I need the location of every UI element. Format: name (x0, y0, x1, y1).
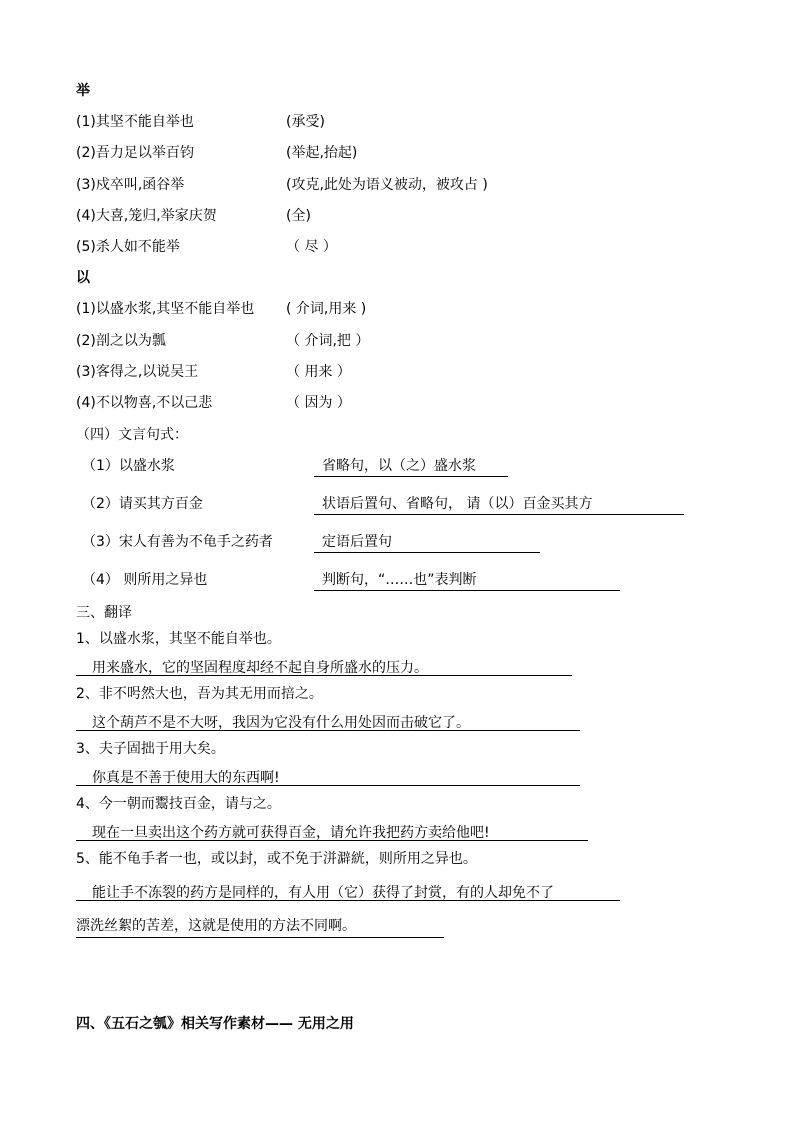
heading-section-four: 四、《五石之瓠》相关写作素材—— 无用之用 (76, 1016, 354, 1032)
translation-question-4: 4、今一朝而鬻技百金，请与之。 (76, 796, 281, 812)
yi-meaning-4: （ 因为 ） (286, 395, 351, 411)
yi-meaning-3: （ 用来 ） (286, 364, 351, 380)
ju-meaning-5: （ 尽 ） (286, 239, 337, 255)
translation-answer-line-5b (76, 917, 444, 938)
pattern-answer-line-1 (314, 456, 508, 477)
yi-example-3: (3)客得之,以说吴王 (76, 364, 199, 380)
ju-example-4: (4)大喜,笼归,举家庆贺 (76, 208, 217, 224)
translation-answer-line-2 (76, 710, 580, 731)
translation-question-2: 2、非不呺然大也，吾为其无用而掊之。 (76, 686, 323, 702)
translation-answer-1: 用来盛水，它的坚固程度却经不起自身所盛水的压力。 (92, 660, 428, 676)
pattern-sentence-2: （2）请买其方百金 (82, 496, 203, 512)
translation-answer-2: 这个葫芦不是不大呀，我因为它没有什么用处因而击破它了。 (92, 715, 470, 731)
yi-example-2: (2)剖之以为瓢 (76, 333, 166, 349)
yi-example-1: (1)以盛水浆,其坚不能自举也 (76, 301, 255, 317)
translation-answer-5b: 漂洗丝絮的苦差，这就是使用的方法不同啊。 (76, 918, 356, 934)
heading-yi: 以 (76, 270, 90, 286)
translation-answer-line-5a (76, 880, 620, 901)
translation-answer-4: 现在一旦卖出这个药方就可获得百金，请允许我把药方卖给他吧! (92, 825, 490, 841)
yi-example-4: (4)不以物喜,不以己悲 (76, 395, 213, 411)
heading-ju: 举 (76, 83, 90, 99)
translation-answer-line-4 (76, 820, 588, 841)
pattern-sentence-1: （1）以盛水浆 (82, 458, 175, 474)
translation-answer-5a: 能让手不冻裂的药方是同样的，有人用（它）获得了封赏，有的人却免不了 (92, 885, 554, 901)
ju-example-1: (1)其坚不能自举也 (76, 114, 194, 130)
ju-meaning-4: (全) (286, 208, 311, 224)
translation-question-3: 3、夫子固拙于用大矣。 (76, 741, 225, 757)
ju-example-3: (3)戍卒叫,函谷举 (76, 177, 185, 193)
pattern-answer-2: 状语后置句、省略句， 请（以）百金买其方 (322, 496, 593, 512)
ju-meaning-1: (承受) (286, 114, 325, 130)
pattern-answer-line-2 (314, 494, 684, 515)
ju-meaning-3: (攻克,此处为语义被动，被攻占 ) (286, 177, 488, 193)
ju-example-2: (2)吾力足以举百钧 (76, 145, 194, 161)
ju-example-5: (5)杀人如不能举 (76, 239, 180, 255)
pattern-answer-3: 定语后置句 (322, 534, 392, 550)
yi-meaning-2: （ 介词,把 ） (286, 333, 370, 349)
pattern-answer-line-3 (314, 532, 540, 553)
translation-answer-line-1 (76, 655, 572, 676)
translation-answer-3: 你真是不善于使用大的东西啊! (92, 770, 280, 786)
heading-translation: 三、翻译 (76, 605, 132, 621)
pattern-answer-4: 判断句，“……也”表判断 (322, 572, 477, 588)
pattern-answer-line-4 (314, 570, 620, 591)
pattern-sentence-3: （3）宋人有善为不龟手之药者 (82, 534, 273, 550)
translation-answer-line-3 (76, 765, 580, 786)
pattern-sentence-4: （4） 则所用之异也 (82, 572, 208, 588)
pattern-answer-1: 省略句，以（之）盛水浆 (322, 458, 476, 474)
heading-sentence-patterns: （四）文言句式： (76, 427, 188, 443)
translation-question-1: 1、以盛水浆，其坚不能自举也。 (76, 631, 281, 647)
yi-meaning-1: ( 介词,用来 ) (286, 301, 367, 317)
ju-meaning-2: (举起,抬起) (286, 145, 358, 161)
translation-question-5: 5、能不龟手者一也，或以封，或不免于洴澼絖，则所用之异也。 (76, 851, 477, 867)
